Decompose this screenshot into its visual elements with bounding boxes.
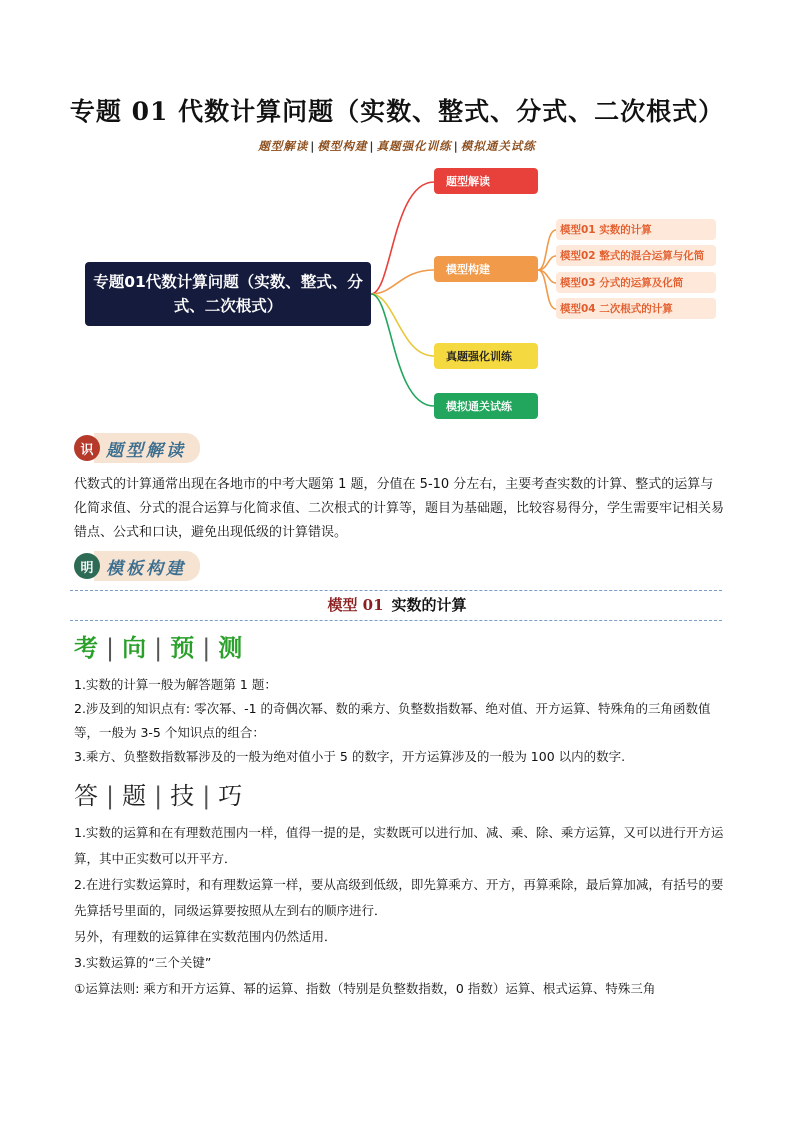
list-item: 2.在进行实数运算时，和有理数运算一样，要从高级到低级，即先算乘方、开方，再算乘除，最后算加减，有括号的要先算括号里面的，同级运算要按照从左到右的顺序进行． [74, 877, 724, 918]
list-item: 2.涉及到的知识点有: 零次幂、-1 的奇偶次幂、数的乘方、负整数指数幂、绝对值、开方运算、特殊角的三角函数值等，一般为 3-5 个知识点的组合： [74, 701, 711, 740]
list-item: ①运算法则: 乘方和开方运算、幂的运算、指数（特别是负整数指数，0 指数）运算、根式运算、特殊三角 [74, 981, 656, 996]
mindmap-leaf-2: 模型02 整式的混合运算与化简 [556, 245, 716, 266]
model-name: 实数的计算 [391, 596, 467, 614]
divider-bottom [70, 620, 722, 621]
section-badge-model [74, 550, 200, 582]
badge-icon: 明 [74, 553, 100, 579]
divider-top [70, 590, 722, 591]
section-heading: 模板构建 [94, 551, 200, 581]
skills-list [74, 820, 724, 1002]
nav-item-4[interactable]: 模拟通关试练 [460, 139, 536, 153]
mindmap-node-model: 模型构建 [434, 256, 538, 282]
document-title: 专题 01 代数计算问题（实数、整式、分式、二次根式） [69, 97, 725, 126]
mindmap-leaf-1: 模型01 实数的计算 [556, 219, 716, 240]
section-reading-text: 代数式的计算通常出现在各地市的中考大题第 1 题，分值在 5-10 分左右，主要考查实数的计算、整式的运算与化简求值、分式的混合运算与化简求值、二次根式的计算等，题目为基础题，比较容易得分，学生需要牢记相关易错点、公式和口诀，避免出现低级的计算错误。 [74, 477, 725, 540]
section-nav: 题型解读 | 模型构建 | 真题强化训练 | 模拟通关试练 [258, 139, 536, 153]
mindmap-root: 专题01代数计算问题（实数、整式、分式、二次根式） [85, 262, 371, 326]
list-item: 1.实数的计算一般为解答题第 1 题： [74, 677, 277, 692]
forecast-list [74, 673, 724, 769]
mindmap-node-training: 真题强化训练 [434, 343, 538, 369]
mindmap-node-mock: 模拟通关试练 [434, 393, 538, 419]
mindmap-leaf-4: 模型04 二次根式的计算 [556, 298, 716, 319]
nav-item-2[interactable]: 模型构建 [317, 139, 368, 153]
skills-title: 答 | 题 | 技 | 巧 [74, 782, 245, 810]
model-heading [0, 594, 794, 615]
section-heading: 题型解读 [94, 433, 200, 463]
badge-icon: 识 [74, 435, 100, 461]
model-number: 模型 01 [327, 596, 384, 614]
mindmap-node-reading: 题型解读 [434, 168, 538, 194]
forecast-title: 考 | 向 | 预 | 测 [74, 634, 245, 662]
nav-item-1[interactable]: 题型解读 [258, 139, 309, 153]
list-item: 3.实数运算的“三个关键” [74, 955, 212, 970]
nav-item-3[interactable]: 真题强化训练 [376, 139, 452, 153]
list-item: 3.乘方、负整数指数幂涉及的一般为绝对值小于 5 的数字，开方运算涉及的一般为 100 以内的数字. [74, 749, 626, 764]
mindmap-leaf-3: 模型03 分式的运算及化简 [556, 272, 716, 293]
section-badge-reading [74, 432, 200, 464]
list-item: 1.实数的运算和在有理数范围内一样，值得一提的是，实数既可以进行加、减、乘、除、乘方运算，又可以进行开方运算，其中正实数可以开平方． [74, 825, 724, 866]
list-item: 另外，有理数的运算律在实数范围内仍然适用． [74, 929, 337, 944]
